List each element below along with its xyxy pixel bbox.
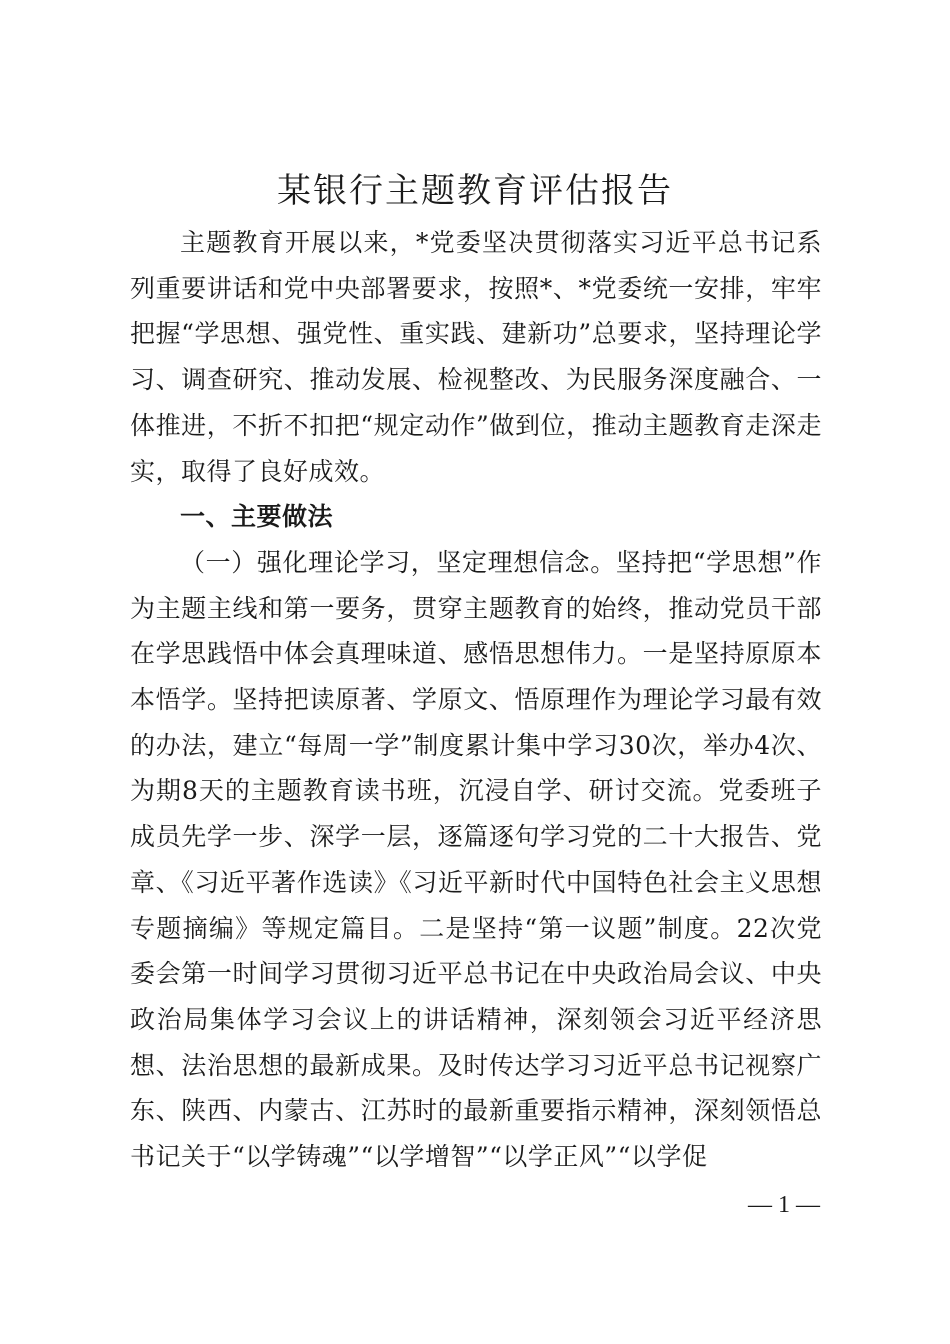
subsection-paragraph [130,540,822,1180]
intro-paragraph: 主题教育开展以来，*党委坚决贯彻落实习近平总书记系列重要讲话和党中央部署要求，按照*、*党委统一安排，牢牢把握“学思想、强党性、重实践、建新功”总要求，坚持理论学习、调查研究、推动发展、检视整改、为民服务深度融合、一体推进，不折不扣把“规定动作”做到位，推动主题教育走深走实，取得了良好成效。 [130,228,822,486]
subsection-heading: （一）强化理论学习，坚定理想信念。 [180,547,616,577]
document-title: 某银行主题教育评估报告 [277,171,673,211]
page-number: — 1 — [748,1192,820,1218]
document-body [130,220,822,1180]
subsection-text: 坚持把“学思想”作为主题主线和第一要务，贯穿主题教育的始终，推动党员干部在学思践悟中体会真理味道、感悟思想伟力。一是坚持原原本本悟学。坚持把读原著、学原文、悟原理作为理论学习最有效的办法，建立“每周一学”制度累计集中学习30次，举办4次、为期8天的主题教育读书班，沉浸自学、研讨交流。党委班子成员先学一步、深学一层，逐篇逐句学习党的二十大报告、党章、《习近平著作选读》《习近平新时代中国特色社会主义思想专题摘编》等规定篇目。二是坚持“第一议题”制度。22次党委会第一时间学习贯彻习近平总书记在中央政治局会议、中央政治局集体学习会议上的讲话精神，深刻领会习近平经济思想、法治思想的最新成果。及时传达学习习近平总书记视察广东、陕西、内蒙古、江苏时的最新重要指示精神，深刻领悟总书记关于“以学铸魂”“以学增智”“以学正风”“以学促 [130,547,823,1172]
section-heading: 一、主要做法 [180,502,334,532]
